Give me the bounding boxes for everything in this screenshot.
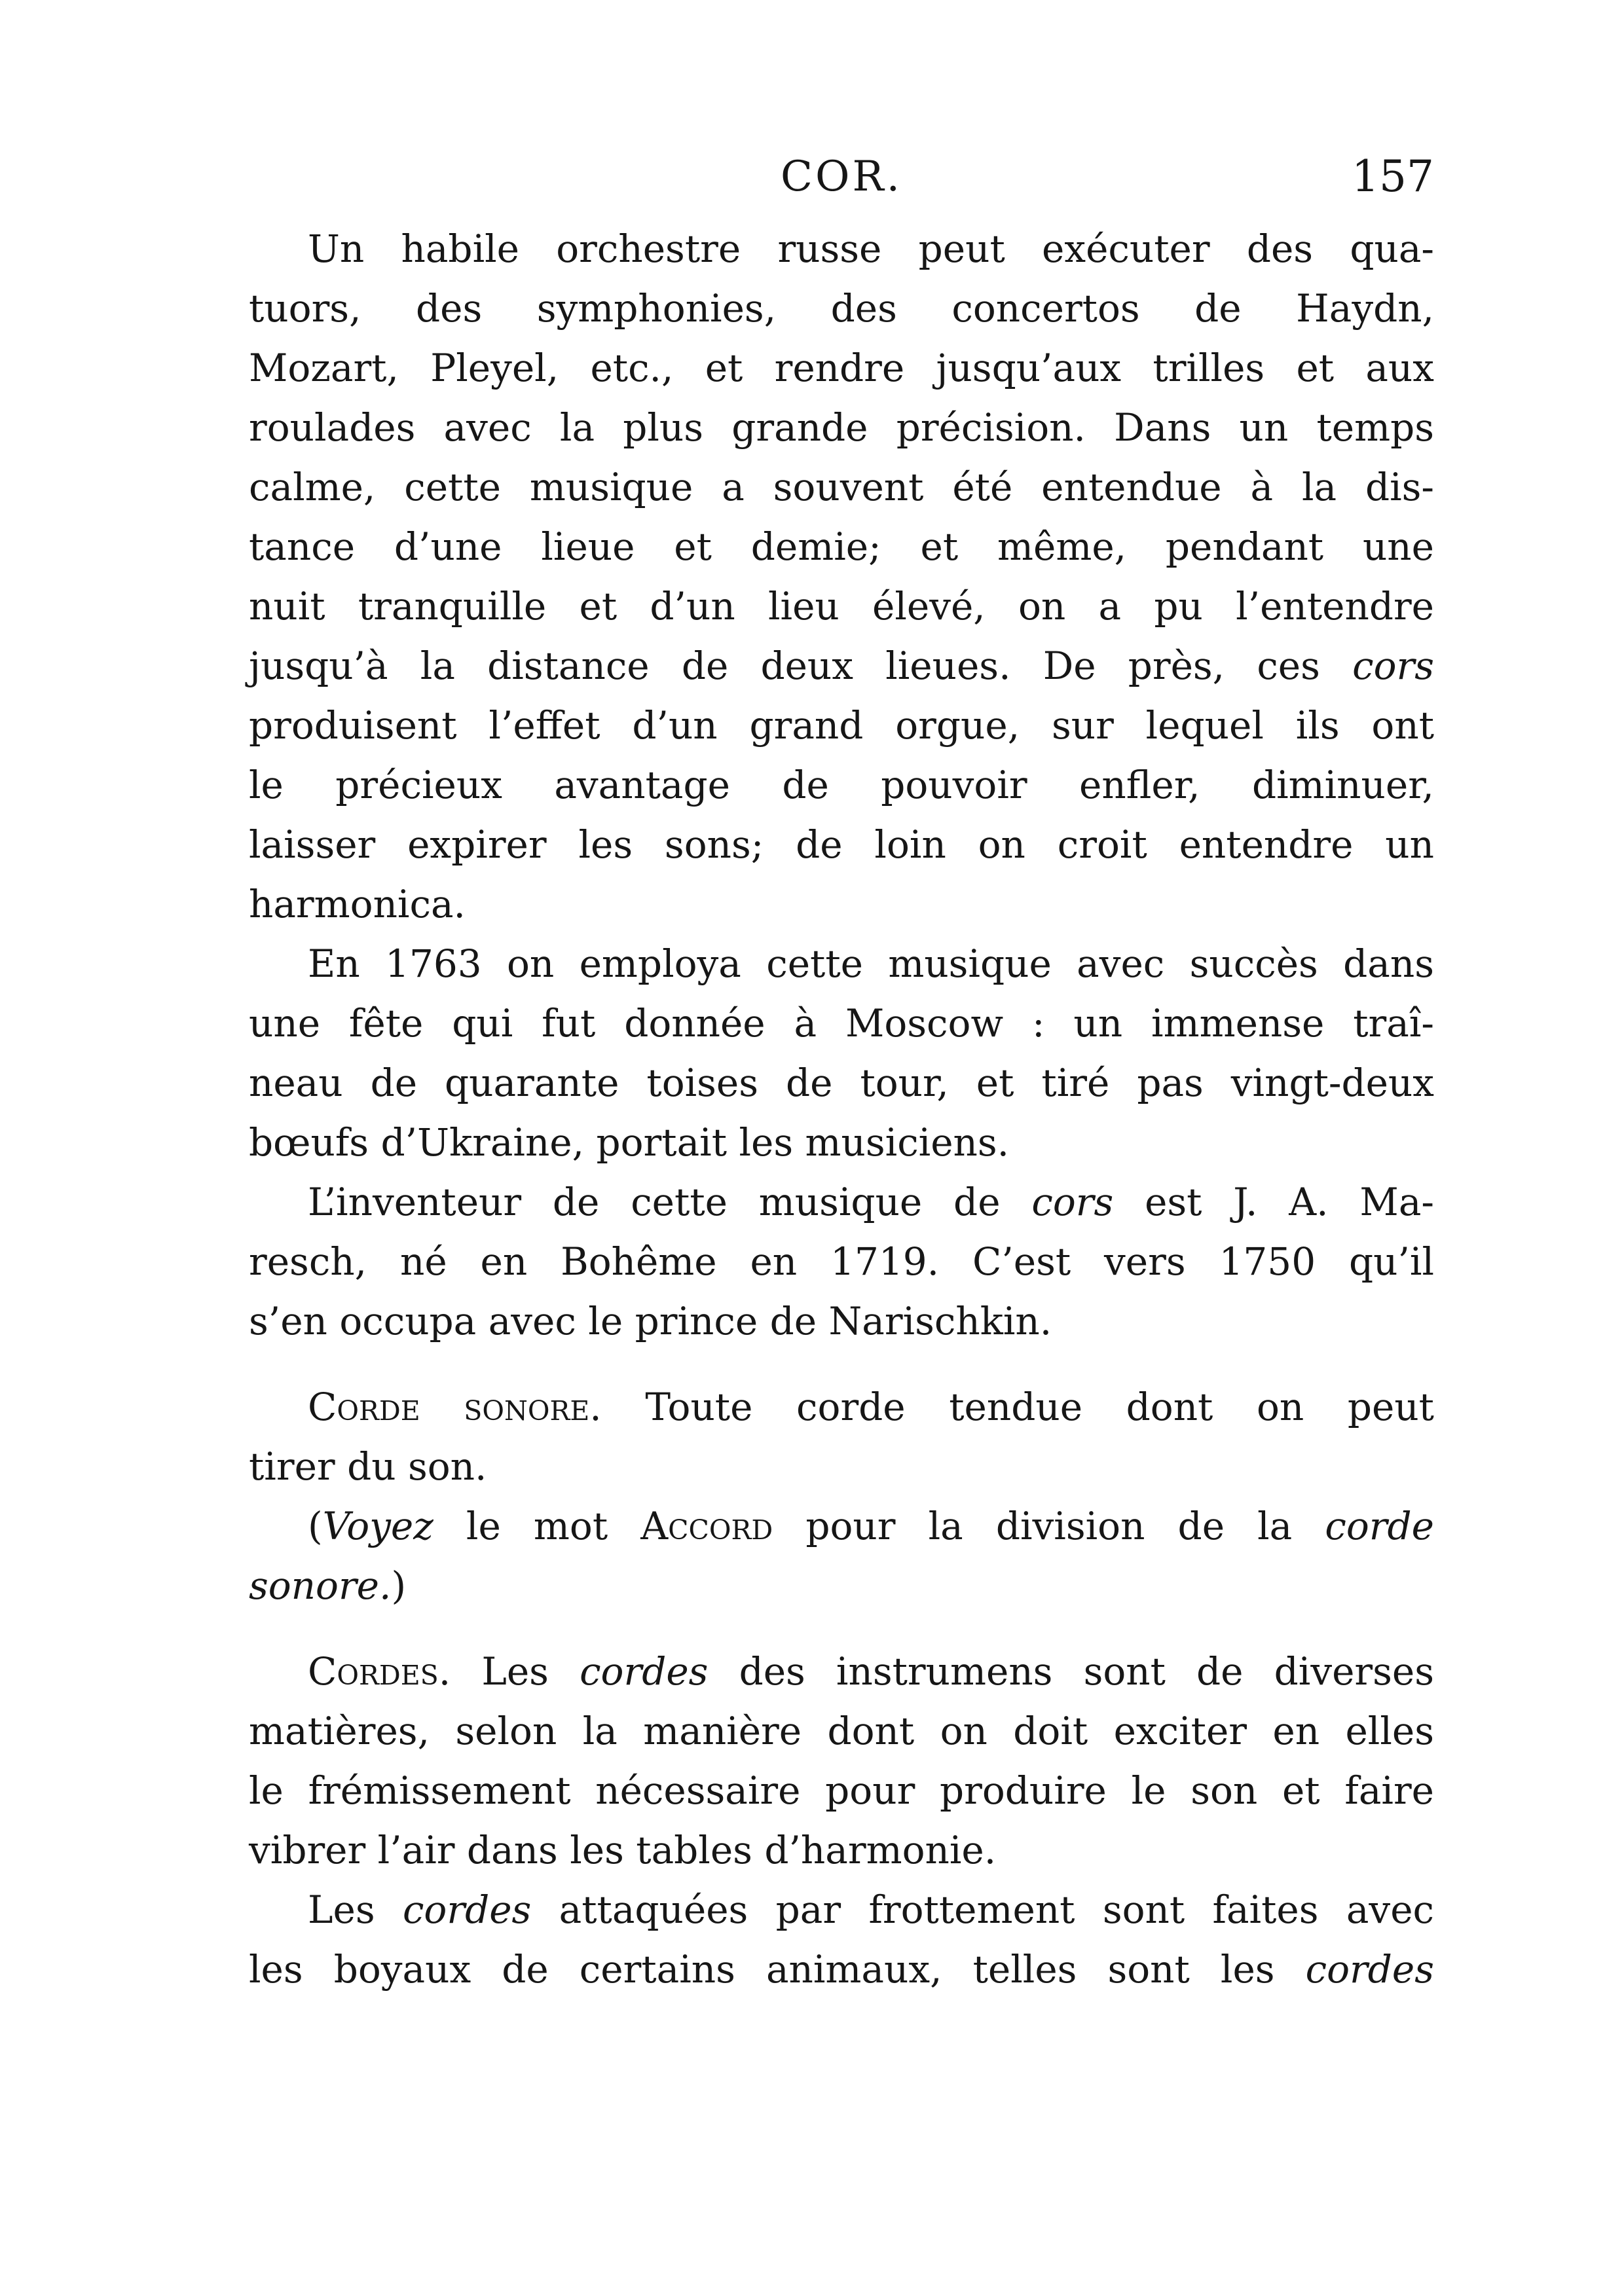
text-run: . Les xyxy=(438,1649,580,1694)
text-run: pour la division de la xyxy=(773,1504,1325,1548)
text-run: nuit tranquille et d’un lieu élevé, on a pu l’entendre xyxy=(249,584,1434,629)
text-run: laisser expirer les sons; de loin on croit entendre un xyxy=(249,822,1434,867)
text-line xyxy=(249,1702,1434,1761)
text-run: le précieux avantage de pouvoir enfler, diminuer, xyxy=(249,763,1434,807)
text-line xyxy=(249,1642,1434,1702)
text-run: bœufs d’Ukraine, portait les musiciens. xyxy=(249,1120,1010,1165)
text-run: ) xyxy=(391,1563,407,1608)
text-line xyxy=(249,1556,1434,1616)
text-line xyxy=(249,1232,1434,1292)
text-run: neau de quarante toises de tour, et tiré pas vingt-deux xyxy=(249,1061,1434,1105)
italic-text: cordes xyxy=(402,1887,532,1932)
text-run: roulades avec la plus grande précision. Dans un temps xyxy=(249,405,1434,450)
text-line xyxy=(249,1173,1434,1232)
italic-text: cors xyxy=(1031,1180,1114,1224)
running-head-title: COR. xyxy=(781,153,902,201)
text-run: une fête qui fut donnée à Moscow : un immense traî- xyxy=(249,1001,1434,1046)
text-line xyxy=(249,1880,1434,1940)
text-line xyxy=(249,458,1434,517)
text-run: Mozart, Pleyel, etc., et rendre jusqu’aux trilles et aux xyxy=(249,346,1434,390)
text-line xyxy=(249,636,1434,696)
paragraph xyxy=(249,1173,1434,1351)
text-run: jusqu’à la distance de deux lieues. De près, ces xyxy=(249,644,1353,688)
text-line xyxy=(249,1497,1434,1556)
running-head xyxy=(249,147,1434,206)
paragraph xyxy=(249,1497,1434,1616)
text-run: produisent l’effet d’un grand orgue, sur lequel ils ont xyxy=(249,703,1434,748)
section-gap xyxy=(249,1616,1434,1642)
text-run: tance d’une lieue et demie; et même, pendant une xyxy=(249,524,1434,569)
text-run: calme, cette musique a souvent été entendue à la dis- xyxy=(249,465,1434,509)
text-line xyxy=(249,1761,1434,1821)
text-run: le mot xyxy=(433,1504,641,1548)
text-run: L’inventeur de cette musique de xyxy=(308,1180,1032,1224)
text-run: harmonica. xyxy=(249,882,466,926)
text-line xyxy=(249,517,1434,577)
text-run: . Toute corde tendue dont on peut xyxy=(589,1385,1434,1429)
page-number: 157 xyxy=(1352,151,1434,202)
text-line xyxy=(249,994,1434,1053)
text-line xyxy=(249,934,1434,994)
italic-text: sonore. xyxy=(249,1563,392,1608)
text-line xyxy=(249,1292,1434,1351)
small-caps-text: Accord xyxy=(640,1504,773,1548)
text-line xyxy=(249,1377,1434,1437)
text-run: des instrumens sont de diverses xyxy=(708,1649,1434,1694)
italic-text: corde xyxy=(1325,1504,1434,1548)
text-line xyxy=(249,1821,1434,1880)
text-line xyxy=(249,696,1434,756)
text-line xyxy=(249,338,1434,398)
text-run: les boyaux de certains animaux, telles sont les xyxy=(249,1947,1306,1992)
italic-text: cordes xyxy=(580,1649,709,1694)
text-run: est J. A. Ma- xyxy=(1113,1180,1434,1224)
paragraph xyxy=(249,219,1434,934)
text-line xyxy=(249,875,1434,934)
paragraph xyxy=(249,1642,1434,1880)
text-line xyxy=(249,1053,1434,1113)
small-caps-text: Corde sonore xyxy=(308,1385,590,1429)
paragraph xyxy=(249,934,1434,1173)
text-line xyxy=(249,577,1434,636)
text-run: tuors, des symphonies, des concertos de Haydn, xyxy=(249,286,1434,331)
small-caps-text: Cordes xyxy=(308,1649,439,1694)
body-text xyxy=(249,219,1434,1999)
text-run: attaquées par frottement sont faites avec xyxy=(531,1887,1434,1932)
italic-text: Voyez xyxy=(322,1504,434,1548)
text-run: tirer du son. xyxy=(249,1444,487,1489)
text-line xyxy=(249,815,1434,875)
text-line xyxy=(249,398,1434,458)
text-run: s’en occupa avec le prince de Narischkin. xyxy=(249,1299,1052,1343)
text-line xyxy=(249,1940,1434,1999)
text-run: Les xyxy=(308,1887,403,1932)
section-gap xyxy=(249,1351,1434,1377)
text-run: En 1763 on employa cette musique avec succès dans xyxy=(308,941,1434,986)
text-line xyxy=(249,1437,1434,1497)
text-line xyxy=(249,756,1434,815)
paragraph xyxy=(249,1377,1434,1497)
text-run: matières, selon la manière dont on doit exciter en elles xyxy=(249,1709,1434,1753)
text-line xyxy=(249,219,1434,279)
text-line xyxy=(249,279,1434,338)
text-run: Un habile orchestre russe peut exécuter des qua- xyxy=(308,227,1434,271)
text-run: ( xyxy=(308,1504,323,1548)
paragraph xyxy=(249,1880,1434,1999)
text-run: le frémissement nécessaire pour produire le son et faire xyxy=(249,1768,1434,1813)
italic-text: cors xyxy=(1352,644,1434,688)
italic-text: cordes xyxy=(1305,1947,1434,1992)
text-line xyxy=(249,1113,1434,1173)
text-run: vibrer l’air dans les tables d’harmonie. xyxy=(249,1828,997,1872)
text-run: resch, né en Bohême en 1719. C’est vers 1750 qu’il xyxy=(249,1239,1434,1284)
